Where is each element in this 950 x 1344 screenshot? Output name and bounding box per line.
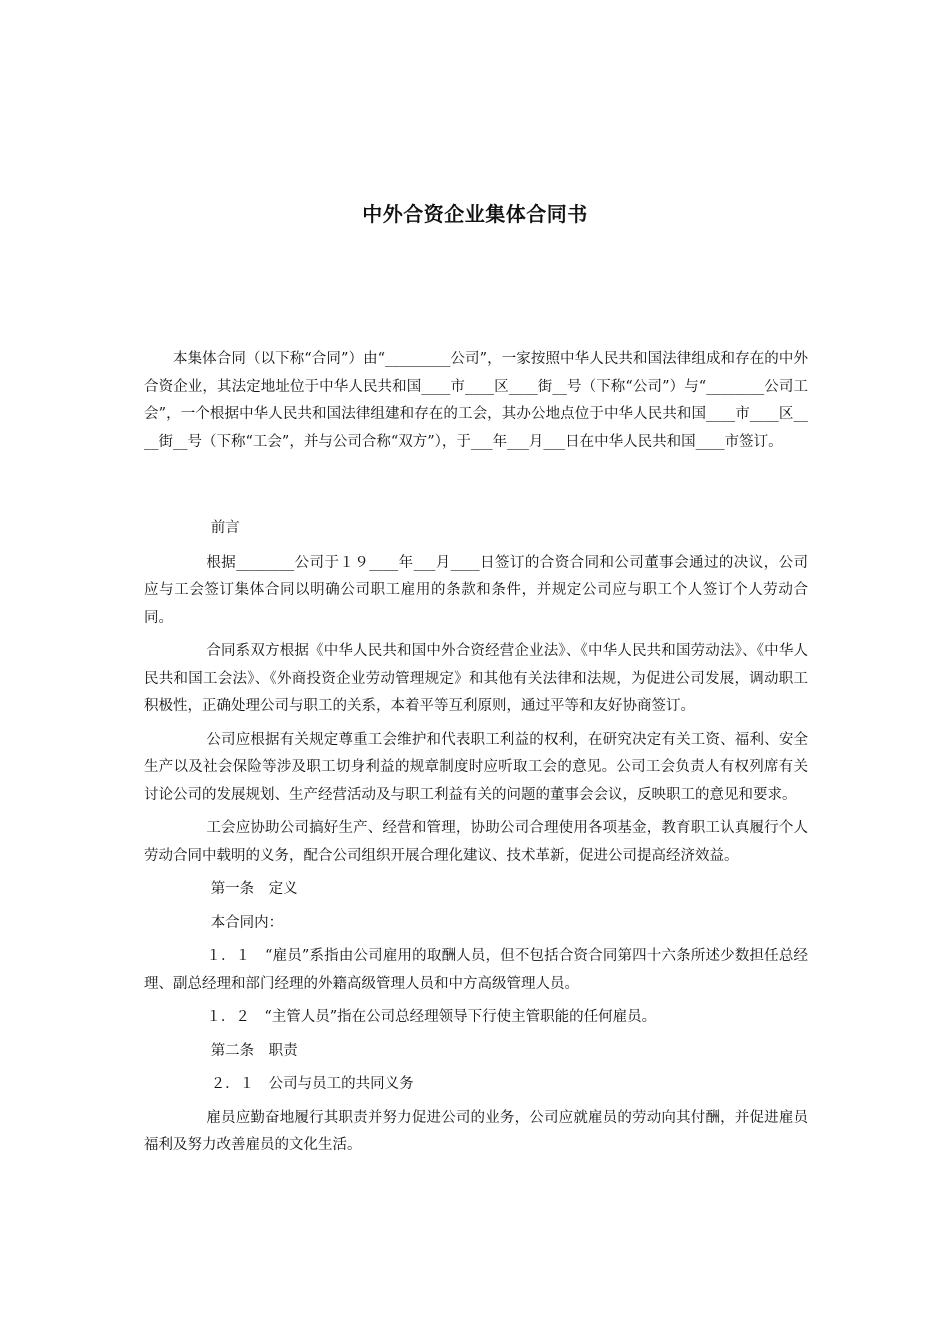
document-title: 中外合资企业集体合同书 — [362, 202, 588, 226]
article-2-heading: 第二条 职责 — [210, 1042, 298, 1059]
preface-section — [144, 515, 808, 1160]
clause-2-1-text: 雇员应勤奋地履行其职责并努力促进公司的业务，公司应就雇员的劳动向其付酬，并促进雇员福利及努力改善雇员的文化生活。 — [144, 1109, 808, 1153]
clause-1-1: １．１ “雇员”系指由公司雇用的取酬人员，但不包括合资合同第四十六条所述少数担任总经理、副总经理和部门经理的外籍高级管理人员和中方高级管理人员。 — [144, 948, 808, 992]
clause-1-2: １．２ “主管人员”指在公司总经理领导下行使主管职能的任何雇员。 — [206, 1009, 657, 1025]
clause-2-1-heading: ２．１ 公司与员工的共同义务 — [210, 1076, 414, 1092]
preface-paragraph: 公司应根据有关规定尊重工会维护和代表职工利益的权利，在研究决定有关工资、福利、安全生产以及社会保险等涉及职工切身利益的规章制度时应听取工会的意见。公司工会负责人有权列席有关讨论公司的发展规划、生产经营活动及与职工利益有关的问题的董事会会议，反映职工的意见和要求。 — [144, 731, 808, 803]
article-1-lead: 本合同内： — [210, 914, 284, 931]
preface-heading: 前言 — [210, 520, 240, 536]
intro-block — [144, 346, 808, 456]
preface-paragraph: 合同系双方根据《中华人民共和国中外合资经营企业法》、《中华人民共和国劳动法》、《中华人民共和国工会法》、《外商投资企业劳动管理规定》和其他有关法律和法规，为促进公司发展，调动职工积极性，正确处理公司与职工的关系，本着平等互利原则，通过平等和友好协商签订。 — [144, 643, 808, 714]
intro-paragraph: 本集体合同（以下称“合同”）由“_________公司”，一家按照中华人民共和国法律组成和存在的中外合资企业，其法定地址位于中华人民共和国____市____区____街__号（下称“公司”）与“________公司工会”，一个根据中华人民共和国法律组建和存在的工会，其办公地点位于中华人民共和国____市____区____街__号（下称“工会”，并与公司合称“双方”），于___年___月___日在中华人民共和国____市签订。 — [144, 351, 808, 450]
article-1-heading: 第一条 定义 — [210, 881, 298, 897]
preface-paragraph: 根据________公司于１９____年___月____日签订的合资合同和公司董事会通过的决议，公司应与工会签订集体合同以明确公司职工雇用的条款和条件，并规定公司应与职工个人签订个人劳动合同。 — [144, 554, 808, 626]
preface-paragraph: 工会应协助公司搞好生产、经营和管理，协助公司合理使用各项基金，教育职工认真履行个人劳动合同中载明的义务，配合公司组织开展合理化建议、技术革新，促进公司提高经济效益。 — [144, 820, 808, 864]
